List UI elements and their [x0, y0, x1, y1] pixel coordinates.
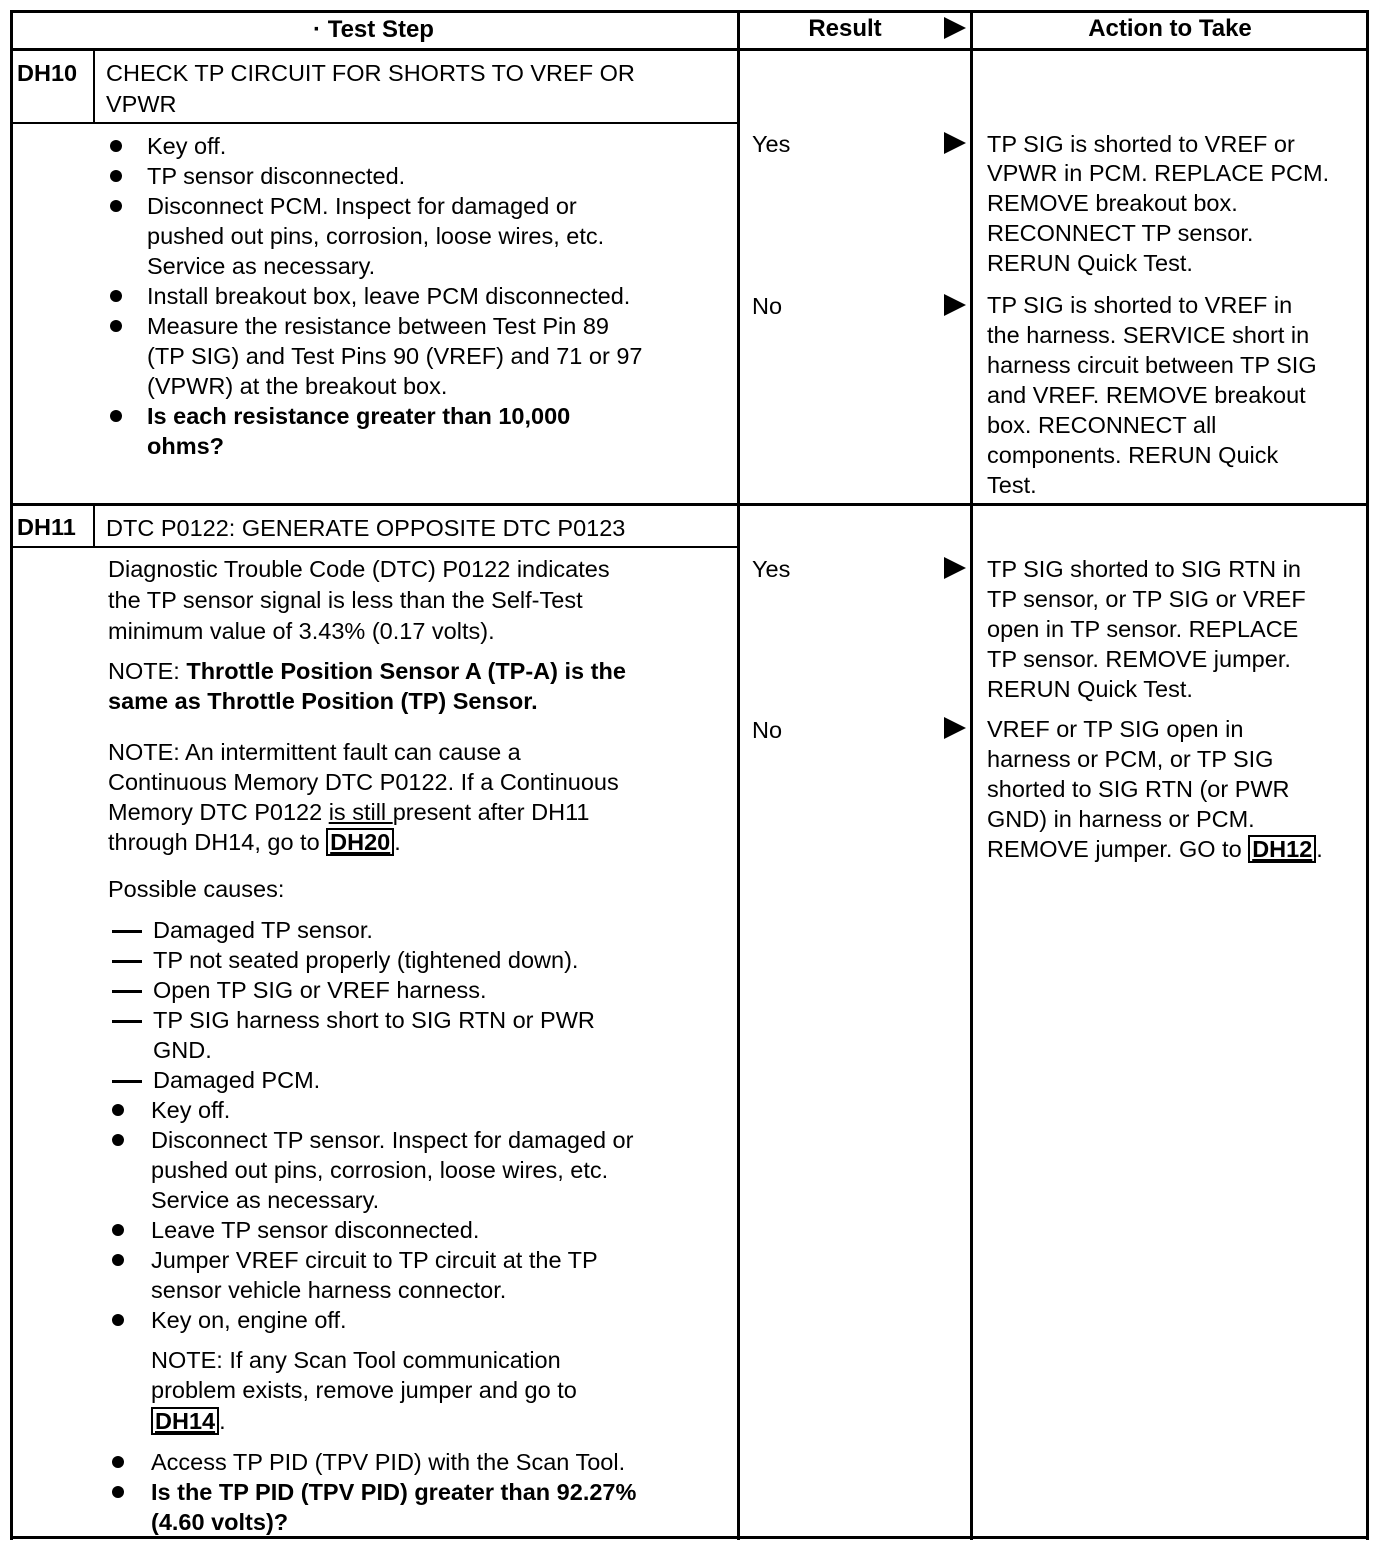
dh11-note2-line [108, 797, 590, 827]
dh10-yes-action-line: VPWR in PCM. REPLACE PCM. [987, 160, 1330, 186]
dh11-step-line: Access TP PID (TPV PID) with the Scan Tool. [151, 1449, 626, 1475]
dh11-step-id: DH11 [17, 514, 76, 540]
dh11-note1-line-1 [108, 656, 626, 686]
dh11-step-line: Disconnect TP sensor. Inspect for damaged or [151, 1127, 634, 1153]
dh10-id-divider [93, 50, 95, 124]
note3-end: . [219, 1408, 226, 1434]
dh10-step-line: Measure the resistance between Test Pin 89 [147, 313, 610, 339]
dh11-step-line: Leave TP sensor disconnected. [151, 1217, 480, 1243]
dh10-no-action-line: components. RERUN Quick [987, 442, 1279, 468]
note2-text: . [394, 829, 401, 855]
result-arrow-icon [944, 294, 966, 316]
dh10-no-action-line: the harness. SERVICE short in [987, 322, 1310, 348]
dh11-no-action-line: VREF or TP SIG open in [987, 716, 1244, 742]
dh11-question-line: (4.60 volts)? [151, 1509, 289, 1535]
note2-text: Memory DTC P0122 [108, 799, 329, 825]
dash-icon [112, 990, 142, 993]
dh10-step-line: (TP SIG) and Test Pins 90 (VREF) and 71 or 97 [147, 343, 643, 369]
header-bottom-rule [10, 48, 1368, 51]
dh10-yes-action-line: RERUN Quick Test. [987, 250, 1193, 276]
dh11-yes-action-line: RERUN Quick Test. [987, 676, 1193, 702]
result-arrow-icon [944, 557, 966, 579]
dh10-no-action-line: box. RECONNECT all [987, 412, 1217, 438]
note1-text: Throttle Position Sensor A (TP-A) is the [186, 658, 626, 684]
dh11-cause-line: TP not seated properly (tightened down). [153, 947, 579, 973]
header-test-step: · Test Step [313, 16, 434, 43]
dh11-yes-action-line: open in TP sensor. REPLACE [987, 616, 1299, 642]
column-divider-2 [970, 10, 973, 1540]
dh10-step-line: pushed out pins, corrosion, loose wires, etc. [147, 223, 605, 249]
dh11-note2-line: NOTE: An intermittent fault can cause a [108, 739, 521, 765]
dh11-step-line: pushed out pins, corrosion, loose wires, etc. [151, 1157, 609, 1183]
dh10-step-id: DH10 [17, 60, 78, 86]
dh10-no-action-line: and VREF. REMOVE breakout [987, 382, 1306, 408]
dh11-cause-line: TP SIG harness short to SIG RTN or PWR [153, 1007, 595, 1033]
dh11-id-divider [93, 505, 95, 548]
header-arrow-icon [944, 17, 966, 39]
dh11-note3-line-1: NOTE: If any Scan Tool communication [151, 1347, 561, 1373]
goto-dh20-link[interactable]: DH20 [326, 828, 394, 856]
dh10-title-bottom [10, 122, 738, 124]
table-left-border [10, 10, 13, 1540]
dash-icon [112, 930, 142, 933]
dash-icon [112, 1020, 142, 1023]
dh11-step-line: sensor vehicle harness connector. [151, 1277, 507, 1303]
result-arrow-icon [944, 132, 966, 154]
dh11-no-action-line: GND) in harness or PCM. [987, 806, 1255, 832]
dh11-cause-line: GND. [153, 1037, 212, 1063]
bullet-icon [110, 170, 122, 182]
dh11-result-yes: Yes [752, 556, 791, 582]
dh11-yes-action-line: TP SIG shorted to SIG RTN in [987, 556, 1301, 582]
dh10-step-line: Key off. [147, 133, 227, 159]
dh11-step-line: Service as necessary. [151, 1187, 380, 1213]
note2-text: present after DH11 [392, 799, 590, 825]
dh11-note2-line [108, 827, 401, 857]
dh11-intro-line: the TP sensor signal is less than the Self-Test [108, 587, 583, 613]
dh10-no-action-line: TP SIG is shorted to VREF in [987, 292, 1293, 318]
dh10-yes-action-line: RECONNECT TP sensor. [987, 220, 1254, 246]
dh11-no-action-line: harness or PCM, or TP SIG [987, 746, 1274, 772]
result-arrow-icon [944, 717, 966, 739]
dash-icon [112, 1080, 142, 1083]
dh11-note2-line: Continuous Memory DTC P0122. If a Continuous [108, 769, 619, 795]
dh11-step-line: Jumper VREF circuit to TP circuit at the TP [151, 1247, 598, 1273]
dh11-result-no: No [752, 717, 783, 743]
dh10-result-no: No [752, 293, 783, 319]
no-action-end: . [1316, 836, 1323, 862]
no-action-text: REMOVE jumper. GO to [987, 836, 1249, 862]
bullet-icon [110, 410, 122, 422]
dash-icon [112, 960, 142, 963]
row-divider-dh11 [10, 503, 1368, 506]
dh10-step-line: (VPWR) at the breakout box. [147, 373, 448, 399]
bullet-icon [110, 320, 122, 332]
bullet-icon [110, 200, 122, 212]
dh11-causes-title: Possible causes: [108, 876, 285, 902]
dh10-result-yes: Yes [752, 131, 791, 157]
note2-text: through DH14, go to [108, 829, 327, 855]
bullet-icon [112, 1456, 124, 1468]
dh10-step-line: Install breakout box, leave PCM disconnected. [147, 283, 631, 309]
dh11-intro-line: minimum value of 3.43% (0.17 volts). [108, 618, 495, 644]
goto-dh12-link[interactable]: DH12 [1248, 835, 1316, 863]
header-result: Result [808, 15, 882, 42]
header-action: Action to Take [1088, 15, 1252, 42]
dh11-note3-line-2: problem exists, remove jumper and go to [151, 1377, 577, 1403]
bullet-icon [112, 1254, 124, 1266]
dh10-step-line: Disconnect PCM. Inspect for damaged or [147, 193, 577, 219]
dh11-step-line: Key on, engine off. [151, 1307, 347, 1333]
bullet-icon [110, 140, 122, 152]
dh11-no-action-line [987, 834, 1323, 864]
dh10-no-action-line: harness circuit between TP SIG [987, 352, 1317, 378]
dh10-step-line: Service as necessary. [147, 253, 376, 279]
dh11-step-line: Key off. [151, 1097, 231, 1123]
bullet-icon [112, 1314, 124, 1326]
dh11-note1-line-2: same as Throttle Position (TP) Sensor. [108, 688, 538, 714]
dh10-yes-action-line: REMOVE breakout box. [987, 190, 1238, 216]
dh11-intro-line: Diagnostic Trouble Code (DTC) P0122 indicates [108, 556, 610, 582]
dh10-title-line-1: CHECK TP CIRCUIT FOR SHORTS TO VREF OR [106, 60, 635, 86]
dh11-note3-line-3 [151, 1406, 226, 1436]
note-prefix: NOTE: [108, 658, 187, 684]
dh11-cause-line: Damaged PCM. [153, 1067, 321, 1093]
dh11-yes-action-line: TP sensor. REMOVE jumper. [987, 646, 1291, 672]
dh10-question-line: Is each resistance greater than 10,000 [147, 403, 571, 429]
dh11-title-bottom [10, 546, 738, 548]
bullet-icon [112, 1104, 124, 1116]
bullet-icon [112, 1224, 124, 1236]
table-top-border [10, 10, 1368, 13]
dh10-yes-action-line: TP SIG is shorted to VREF or [987, 131, 1295, 157]
dh10-no-action-line: Test. [987, 472, 1037, 498]
dh11-cause-line: Damaged TP sensor. [153, 917, 373, 943]
dh10-question-line: ohms? [147, 433, 225, 459]
note2-underlined-text: is still [328, 799, 393, 825]
dh11-no-action-line: shorted to SIG RTN (or PWR [987, 776, 1290, 802]
bullet-icon [112, 1134, 124, 1146]
dh10-title-line-2: VPWR [106, 91, 177, 117]
goto-dh14-link[interactable]: DH14 [151, 1407, 219, 1435]
table-right-border [1366, 10, 1369, 1540]
bullet-icon [110, 290, 122, 302]
dh11-cause-line: Open TP SIG or VREF harness. [153, 977, 487, 1003]
dh11-title: DTC P0122: GENERATE OPPOSITE DTC P0123 [106, 515, 626, 541]
dh10-step-line: TP sensor disconnected. [147, 163, 406, 189]
column-divider-1 [737, 10, 740, 1540]
dh11-question-line: Is the TP PID (TPV PID) greater than 92.27% [151, 1479, 637, 1505]
bullet-icon [112, 1486, 124, 1498]
diagnostic-table [10, 10, 1370, 1540]
dh11-yes-action-line: TP sensor, or TP SIG or VREF [987, 586, 1306, 612]
